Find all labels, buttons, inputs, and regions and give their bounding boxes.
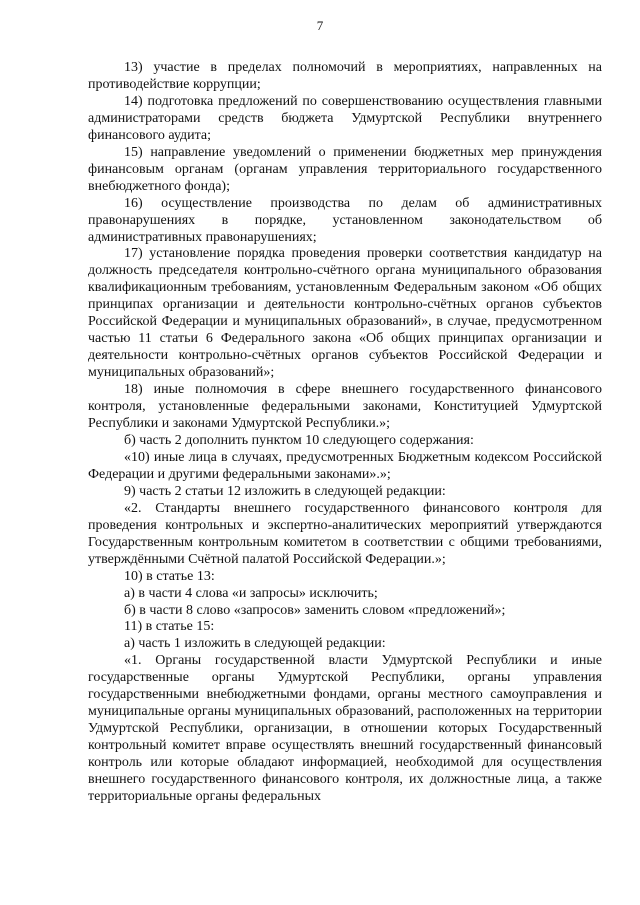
document-body	[88, 60, 602, 806]
paragraph-item-13: 13) участие в пределах полномочий в мероприятиях, направленных на противодействие коррупции;	[88, 60, 602, 92]
paragraph-authorities: «1. Органы государственной власти Удмуртской Республики и иные государственные органы Удмуртской Республики, органы управления государственными внебюджетными фондами, органы местного самоуправления и муниципальные органы муниципальных образований, расположенных на территории Удмуртской Республики, организации, в отношении которых Государственный контрольный комитет вправе осуществлять внешний государственный финансовый контроль или которые обладают информацией, необходимой для осуществления внешнего государственного финансового контроля, их должностные лица, а также территориальные органы федеральных	[88, 653, 602, 804]
paragraph-item-15: 15) направление уведомлений о применении бюджетных мер принуждения финансовым органам (органам управления территориального государственного внебюджетного фонда);	[88, 144, 602, 194]
page-number: 7	[316, 18, 324, 33]
paragraph-amend-part-2: б) часть 2 дополнить пунктом 10 следующего содержания:	[124, 432, 474, 448]
paragraph-item-18: 18) иные полномочия в сфере внешнего государственного финансового контроля, установленные федеральными законами, Конституцией Удмуртской Республики и законами Удмуртской Республики.»;	[88, 382, 602, 432]
paragraph-article-13: 10) в статье 13:	[124, 568, 215, 584]
paragraph-article-13-part-8: б) в части 8 слово «запросов» заменить словом «предложений»;	[124, 602, 506, 618]
paragraph-item-17: 17) установление порядка проведения проверки соответствия кандидатур на должность председателя контрольно-счётного органа муниципального образования квалификационным требованиям, установленным Федеральным законом «Об общих принципах организации и деятельности контрольно-счётных органов субъектов Российской Федерации и муниципальных образований», в случае, предусмотренном частью 11 статьи 6 Федерального закона «Об общих принципах организации и деятельности контрольно-счётных органов субъектов Российской Федерации и муниципальных образований»;	[88, 246, 602, 381]
paragraph-item-14: 14) подготовка предложений по совершенствованию осуществления главными администраторами средств бюджета Удмуртской Республики внутреннего финансового аудита;	[88, 93, 602, 143]
paragraph-standards: «2. Стандарты внешнего государственного финансового контроля для проведения контрольных и экспертно-аналитических мероприятий утверждаются Государственным контрольным комитетом в соответствии с общими требованиями, утверждёнными Счётной палатой Российской Федерации.»;	[88, 500, 602, 567]
paragraph-item-16: 16) осуществление производства по делам об административных правонарушениях в порядке, установленном законодательством об административных правонарушениях;	[88, 195, 602, 245]
paragraph-article-15-part-1: а) часть 1 изложить в следующей редакции:	[124, 636, 386, 652]
paragraph-article-13-part-4: а) в части 4 слова «и запросы» исключить;	[124, 585, 378, 601]
paragraph-article-15: 11) в статье 15:	[124, 619, 215, 635]
paragraph-article-12: 9) часть 2 статьи 12 изложить в следующей редакции:	[124, 483, 446, 499]
paragraph-item-10-text: «10) иные лица в случаях, предусмотренных Бюджетным кодексом Российской Федерации и другими федеральными законами».»;	[88, 449, 602, 482]
